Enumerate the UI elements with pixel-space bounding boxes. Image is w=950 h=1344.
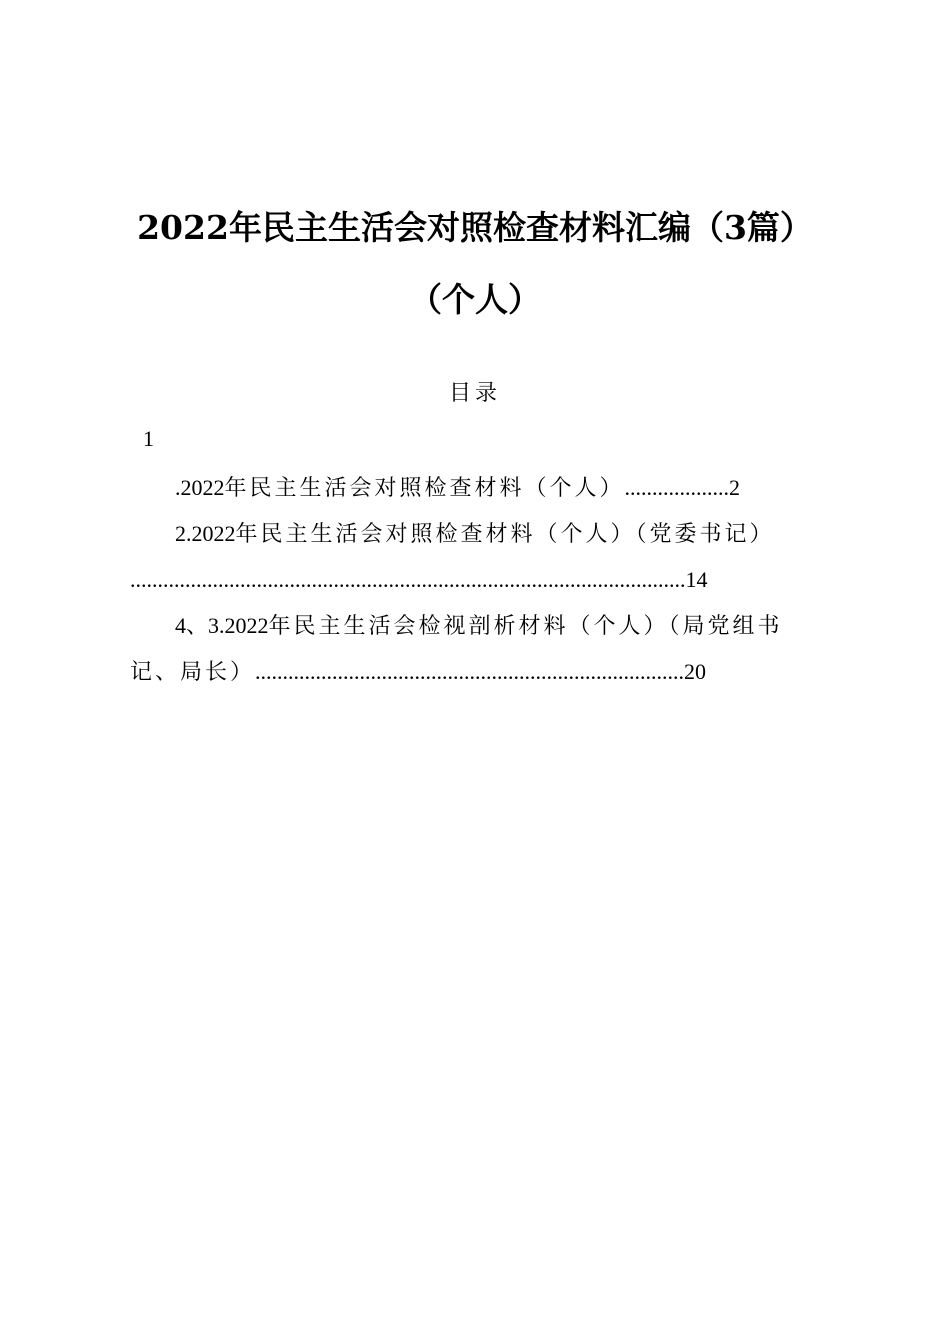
toc-entry-prefix: .2022 (175, 475, 225, 500)
toc-entry-3[interactable] (175, 610, 783, 643)
toc-entry-page: 14 (685, 567, 708, 592)
toc-entry-leader: ..................................................................................................... (130, 567, 686, 592)
toc-entry-leader: ................... (624, 475, 730, 500)
toc-entry-2[interactable] (175, 518, 775, 551)
toc-entry-page: 2 (729, 475, 741, 500)
toc-entry-3-continuation[interactable] (130, 656, 706, 689)
toc-heading: 目录 (448, 381, 501, 406)
toc-entry-text: 年民主生活会对照检查材料（个人） (224, 476, 625, 501)
toc-entry-text: 年民主生活会检视剖析材料（个人）（局党组书 (268, 614, 783, 639)
toc-entry-1[interactable] (175, 472, 740, 505)
toc-entry-prefix: 2.2022 (175, 521, 236, 546)
document-title-subtitle: （个人） (409, 280, 541, 319)
toc-entry-text: 记、局长） (130, 660, 256, 685)
toc-entry-prefix: 4、3.2022 (175, 613, 269, 638)
toc-entry-text: 年民主生活会对照检查材料（个人）（党委书记） (235, 522, 775, 547)
document-title: 2022年民主生活会对照检查材料汇编（3篇） (137, 208, 813, 247)
toc-entry-leader: .............................................................................. (255, 659, 685, 684)
toc-entry-2-continuation[interactable] (130, 564, 708, 596)
toc-entry-page: 20 (684, 659, 707, 684)
toc-number: 1 (143, 426, 154, 451)
